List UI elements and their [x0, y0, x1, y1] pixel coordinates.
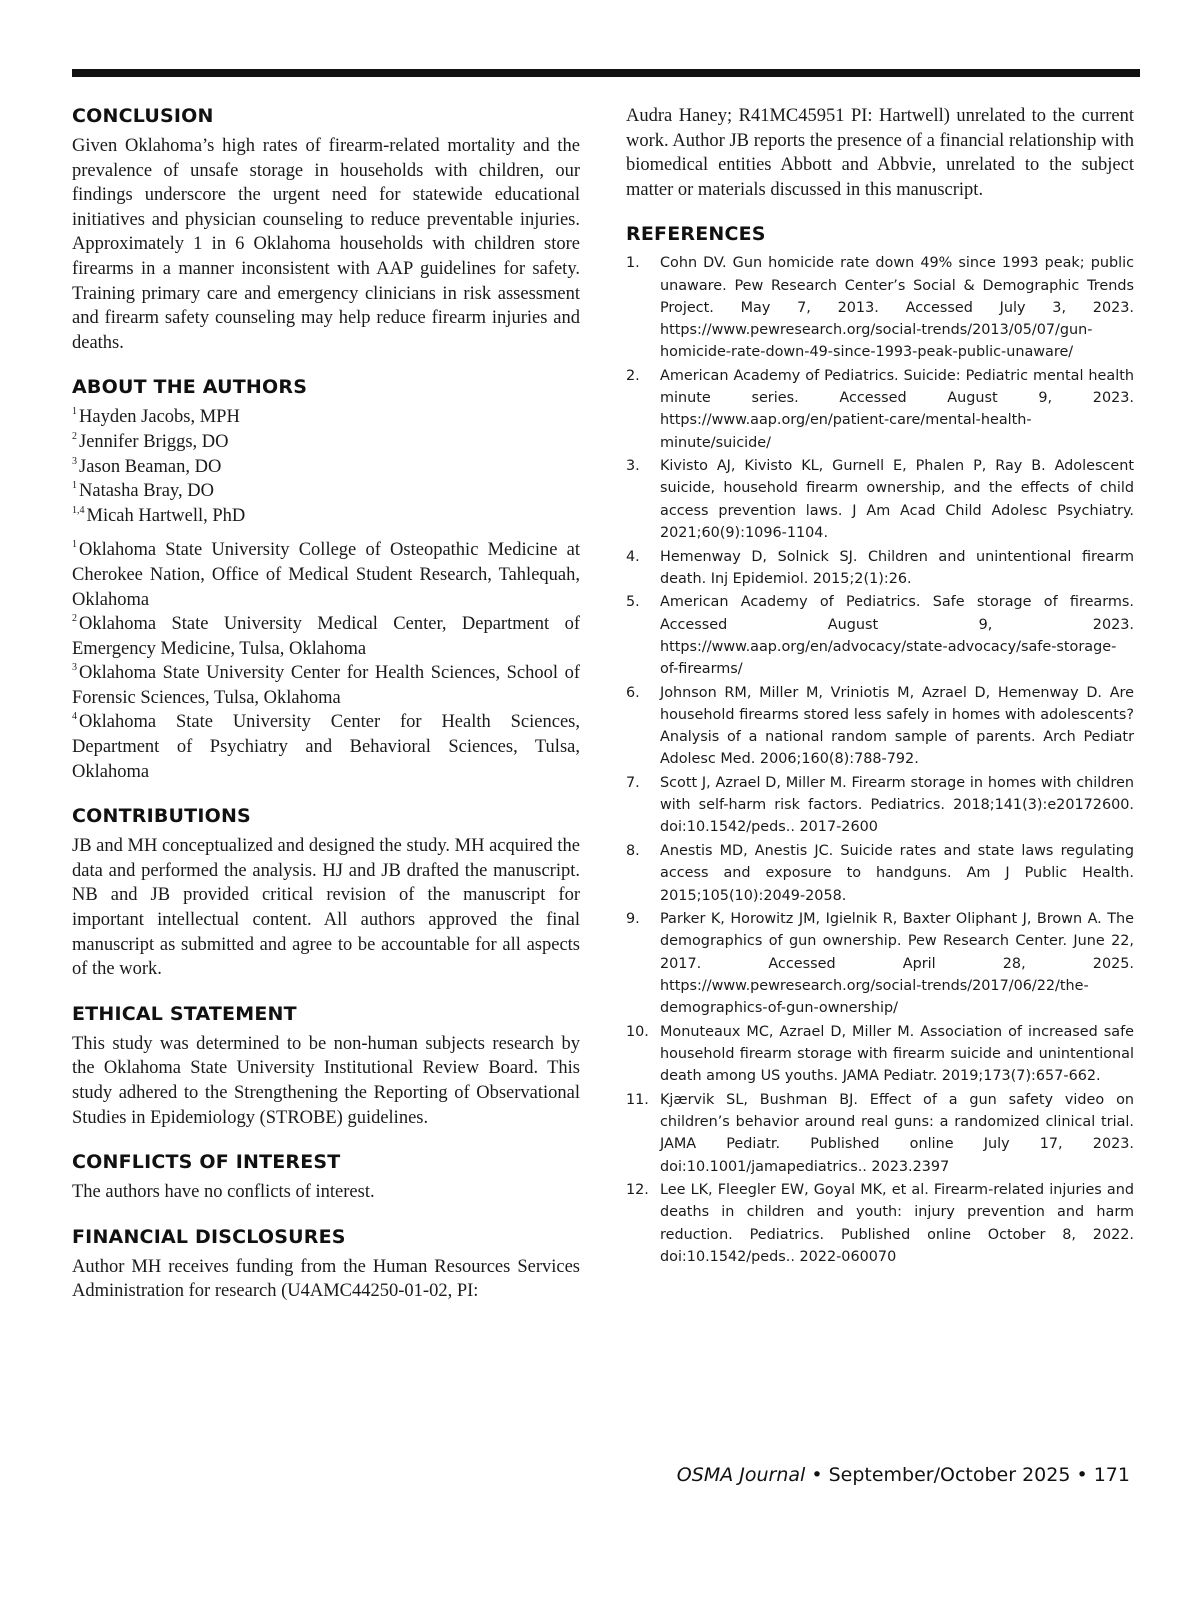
journal-name: OSMA Journal: [676, 1464, 806, 1486]
author-item: $^2$ Jennifer Briggs, DO: [72, 430, 229, 452]
reference-item: 11. Kjærvik SL, Bushman BJ. Effect of a gun safety video on children’s behavior around real guns: a randomized clinical trial. JAMA Pediatr. Published online July 17, 2023. doi:10.1001/jamapediatrics.. 2023.2397: [626, 1091, 1134, 1175]
conflicts-text: The authors have no conflicts of interest.: [72, 1182, 375, 1203]
issue-and-page: • September/October 2025 • 171: [805, 1464, 1130, 1486]
page-footer: [677, 1464, 1130, 1486]
affiliation-item: $^2$ Oklahoma State University Medical Center, Department of Emergency Medicine, Tulsa, Oklahoma: [72, 613, 580, 659]
conflicts-section: [72, 1150, 580, 1205]
contributions-heading: CONTRIBUTIONS: [72, 805, 251, 828]
contributions-text: JB and MH conceptualized and designed the study. MH acquired the data and performed the analysis. HJ and JB drafted the manuscript. NB and JB provided critical revision of the manuscript for important intellectual content. All authors approved the final manuscript as submitted and agree to be accountable for all aspects of the work.: [72, 836, 580, 980]
reference-item: 8. Anestis MD, Anestis JC. Suicide rates and state laws regulating access and exposure to handguns. Am J Public Health. 2015;105(10):2049-2058.: [626, 843, 1134, 904]
reference-item: 2. American Academy of Pediatrics. Suicide: Pediatric mental health minute series. Accessed August 9, 2023. https://www.aap.org/en/patient-care/mental-health-minute/suicide/: [626, 367, 1134, 451]
contributions-section: [72, 804, 580, 982]
reference-item: 12. Lee LK, Fleegler EW, Goyal MK, et al. Firearm-related injuries and deaths in children and youth: injury prevention and harm reduction. Pediatrics. Published online October 8, 2022. doi:10.1542/peds.. 2022-060070: [626, 1182, 1134, 1265]
reference-item: 1. Cohn DV. Gun homicide rate down 49% since 1993 peak; public unaware. Pew Research Center’s Social & Demographic Trends Project. May 7, 2013. Accessed July 3, 2023. https://www.pewresearch.org/social-trends/2013/05/07/gun-homicide-rate-down-49-since-1993-peak-public-unaware/: [626, 255, 1134, 361]
author-list: [72, 405, 580, 528]
conclusion-section: [72, 104, 580, 355]
reference-item: 7. Scott J, Azrael D, Miller M. Firearm storage in homes with children with self-harm risk factors. Pediatrics. 2018;141(3):e20172600. doi:10.1542/peds.. 2017-2600: [626, 775, 1134, 836]
affiliation-item: $^4$ Oklahoma State University Center for Health Sciences, Department of Psychiatry and Behavioral Sciences, Tulsa, Oklahoma: [72, 711, 580, 782]
references-section: [626, 222, 1134, 1268]
financial-heading: FINANCIAL DISCLOSURES: [72, 1225, 346, 1248]
author-item: $^1$ Natasha Bray, DO: [72, 480, 214, 502]
affiliation-list: [72, 538, 580, 784]
references-heading: REFERENCES: [626, 223, 766, 246]
financial-section: [72, 1225, 580, 1304]
financial-text-part2: Audra Haney; R41MC45951 PI: Hartwell) unrelated to the current work. Author JB reports the presence of a financial relationship with biomedical entities Abbott and Abbvie, unrelated to the subject matter or materials discussed in this manuscript.: [626, 106, 1134, 200]
about-authors-section: [72, 375, 580, 784]
top-rule: [72, 69, 1140, 77]
ethical-statement-text: This study was determined to be non-human subjects research by the Oklahoma State University Institutional Review Board. This study adhered to the Strengthening the Reporting of Observational Studies in Epidemiology (STROBE) guidelines.: [72, 1033, 580, 1128]
author-item: $^1$ Hayden Jacobs, MPH: [72, 406, 240, 428]
reference-item: 6. Johnson RM, Miller M, Vriniotis M, Azrael D, Hemenway D. Are household firearms stored less safely in homes with adolescents? Analysis of a national random sample of parents. Arch Pediatr Adolesc Med. 2006;160(8):788-792.: [626, 684, 1134, 768]
left-column: [72, 104, 580, 1324]
affiliation-item: $^1$ Oklahoma State University College of Osteopathic Medicine at Cherokee Nation, Office of Medical Student Research, Tahlequah, Oklahoma: [72, 539, 580, 610]
affiliation-item: $^3$ Oklahoma State University Center for Health Sciences, School of Forensic Sciences, Tulsa, Oklahoma: [72, 662, 580, 708]
reference-item: 5. American Academy of Pediatrics. Safe storage of firearms. Accessed August 9, 2023. https://www.aap.org/en/advocacy/state-advocacy/safe-storage-of-firearms/: [626, 594, 1134, 678]
reference-item: 10. Monuteaux MC, Azrael D, Miller M. Association of increased safe household firearm storage with firearm suicide and unintentional death among US youths. JAMA Pediatr. 2019;173(7):657-662.: [626, 1023, 1134, 1085]
ethical-statement-section: [72, 1002, 580, 1130]
conflicts-heading: CONFLICTS OF INTEREST: [72, 1151, 341, 1174]
about-authors-heading: ABOUT THE AUTHORS: [72, 376, 308, 399]
author-item: $^3$ Jason Beaman, DO: [72, 455, 222, 477]
reference-list: [626, 252, 1134, 1268]
ethical-statement-heading: ETHICAL STATEMENT: [72, 1002, 297, 1025]
right-column: [626, 104, 1134, 1288]
conclusion-heading: CONCLUSION: [72, 105, 214, 127]
conclusion-text: Given Oklahoma’s high rates of firearm-related mortality and the prevalence of unsafe storage in households with children, our findings underscore the urgent need for statewide educational initiatives and physician counseling to reduce preventable injuries. Approximately 1 in 6 Oklahoma households with children store firearms in a manner inconsistent with AAP guidelines for safety. Training primary care and emergency clinicians in risk assessment and firearm safety counseling may help reduce firearm injuries and deaths.: [72, 136, 580, 353]
financial-continued: [626, 104, 1134, 202]
financial-text-part1: Author MH receives funding from the Human Resources Services Administration for research (U4AMC44250-01-02, PI:: [72, 1256, 580, 1302]
author-item: $^{1,4}$ Micah Hartwell, PhD: [72, 504, 246, 526]
reference-item: 9. Parker K, Horowitz JM, Igielnik R, Baxter Oliphant J, Brown A. The demographics of gun ownership. Pew Research Center. June 22, 2017. Accessed April 28, 2025. https://www.pewresearch.org/social-trends/2017/06/22/the-demographics-of-gun-ownership/: [626, 911, 1134, 1017]
reference-item: 3. Kivisto AJ, Kivisto KL, Gurnell E, Phalen P, Ray B. Adolescent suicide, household firearm ownership, and the effects of child access prevention laws. J Am Acad Child Adolesc Psychiatry. 2021;60(9):1096-1104.: [626, 458, 1134, 541]
reference-item: 4. Hemenway D, Solnick SJ. Children and unintentional firearm death. Inj Epidemiol. 2015;2(1):26.: [626, 548, 1134, 587]
